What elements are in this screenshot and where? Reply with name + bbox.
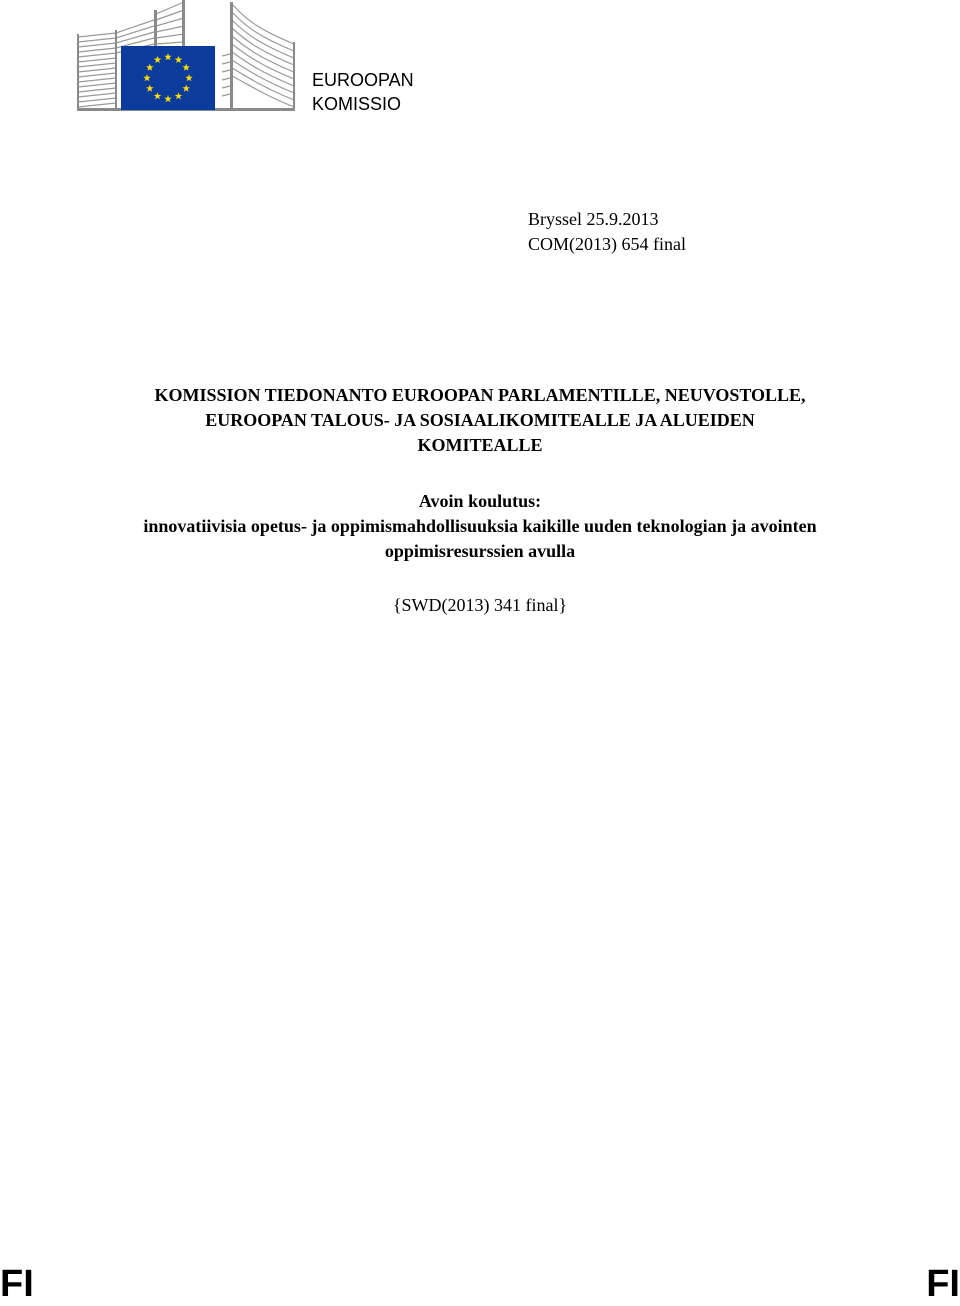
title-line: KOMITEALLE (417, 435, 543, 455)
language-code-right: FI (926, 1263, 960, 1305)
place-date: Bryssel 25.9.2013 (528, 209, 659, 229)
eu-flag-icon (121, 46, 215, 110)
document-subject (40, 489, 920, 564)
title-line: EUROOPAN TALOUS- JA SOSIAALIKOMITEALLE JA ALUEIDEN (205, 410, 755, 430)
subject-line: innovatiivisia opetus- ja oppimismahdollisuuksia kaikille uuden teknologian ja avointen (143, 516, 817, 536)
title-line: KOMISSION TIEDONANTO EUROOPAN PARLAMENTILLE, NEUVOSTOLLE, (154, 385, 806, 405)
swd-reference: {SWD(2013) 341 final} (392, 595, 568, 615)
document-title (40, 383, 920, 458)
document-reference: COM(2013) 654 final (528, 234, 686, 254)
organization-name-line: KOMISSIO (312, 94, 402, 114)
european-commission-logo (76, 0, 298, 112)
subject-line: Avoin koulutus: (418, 491, 542, 511)
organization-name (312, 68, 414, 116)
document-meta (528, 207, 686, 257)
subject-line: oppimisresurssien avulla (384, 541, 576, 561)
organization-name-line: EUROOPAN (312, 70, 414, 90)
language-code-left: FI (0, 1263, 34, 1305)
